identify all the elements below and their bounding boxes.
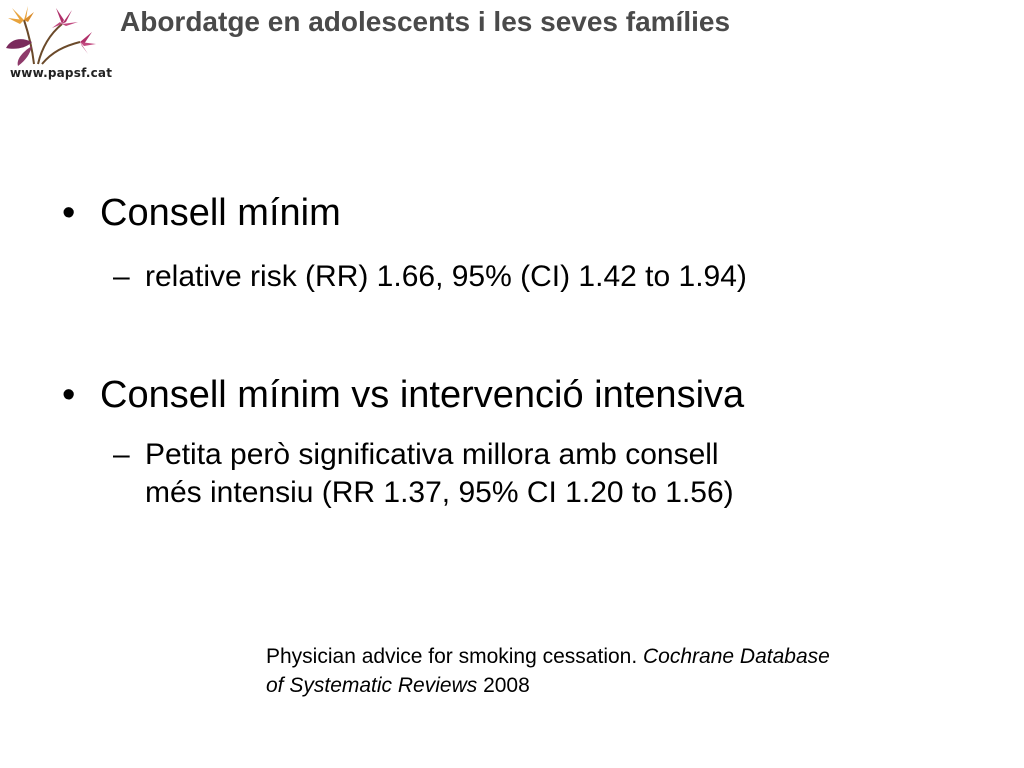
bullet-item-2 [62, 372, 744, 418]
sub-bullet-text-line-1: Petita però significativa millora amb consell [145, 438, 719, 471]
sub-bullet-item-2 [113, 436, 734, 512]
bullet-text: Consell mínim vs intervenció intensiva [100, 374, 745, 416]
citation-title: Physician advice for smoking cessation. [266, 645, 644, 668]
sub-bullet-marker: – [113, 438, 130, 471]
bullet-marker: • [62, 374, 76, 416]
citation-journal-line-1: Cochrane Database [643, 645, 830, 668]
sub-bullet-text-line-2: més intensiu (RR 1.37, 95% CI 1.20 to 1.56) [145, 476, 734, 509]
citation [266, 642, 986, 700]
bullet-text: Consell mínim [100, 192, 341, 234]
flowers-logo-icon [2, 2, 102, 66]
bullet-marker: • [62, 192, 76, 234]
citation-year: 2008 [477, 674, 530, 697]
page-title: Abordatge en adolescents i les seves famílies [120, 6, 731, 37]
bullet-item-1 [62, 190, 341, 236]
logo-text: www.papsf.cat [10, 66, 113, 80]
citation-journal-line-2: of Systematic Reviews [266, 674, 478, 697]
sub-bullet-marker: – [113, 260, 130, 293]
sub-bullet-item-1 [113, 258, 747, 296]
papsf-logo [0, 0, 112, 90]
sub-bullet-text: relative risk (RR) 1.66, 95% (CI) 1.42 to 1.94) [145, 260, 747, 293]
